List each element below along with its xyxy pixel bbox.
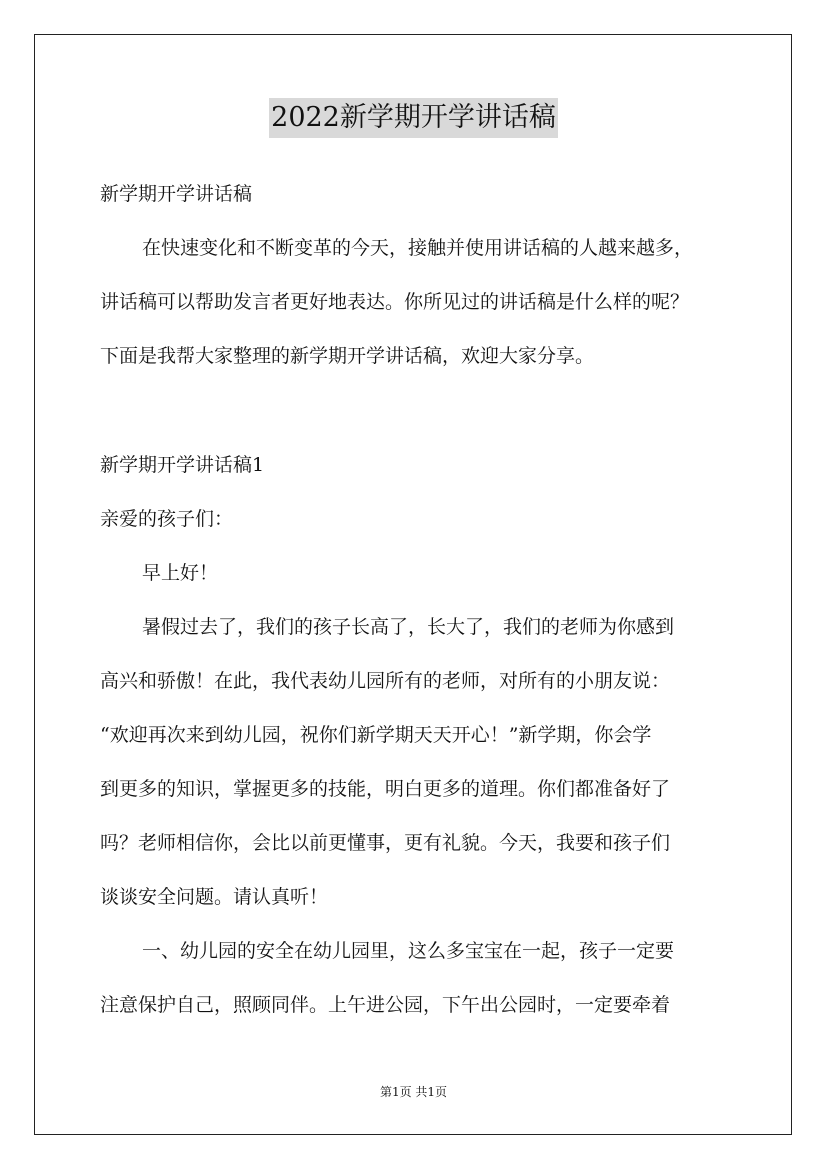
paragraph-line: 在快速变化和不断变革的今天，接触并使用讲话稿的人越来越多， xyxy=(142,237,694,259)
paragraph-line: 一、幼儿园的安全在幼儿园里，这么多宝宝在一起，孩子一定要 xyxy=(142,940,675,962)
intro-heading: 新学期开学讲话稿 xyxy=(100,183,253,205)
paragraph-line: 吗？老师相信你，会比以前更懂事，更有礼貌。今天，我要和孩子们 xyxy=(100,832,671,854)
paragraph-line: 讲话稿可以帮助发言者更好地表达。你所见过的讲话稿是什么样的呢？ xyxy=(100,291,690,313)
page-footer: 第1页 共1页 xyxy=(379,1085,448,1099)
paragraph-line: 谈谈安全问题。请认真听！ xyxy=(100,886,329,908)
paragraph-line: 暑假过去了，我们的孩子长高了，长大了，我们的老师为你感到 xyxy=(142,616,675,638)
greeting: 早上好！ xyxy=(142,562,219,584)
title-container xyxy=(0,98,827,138)
paragraph-line: 下面是我帮大家整理的新学期开学讲话稿，欢迎大家分享。 xyxy=(100,345,595,367)
paragraph-line: 高兴和骄傲！在此，我代表幼儿园所有的老师，对所有的小朋友说： xyxy=(100,670,671,692)
paragraph-line: “欢迎再次来到幼儿园，祝你们新学期天天开心！”新学期，你会学 xyxy=(100,724,652,746)
paragraph-line: 到更多的知识，掌握更多的技能，明白更多的道理。你们都准备好了 xyxy=(100,778,671,800)
section-heading: 新学期开学讲话稿1 xyxy=(100,454,265,476)
salutation: 亲爱的孩子们： xyxy=(100,508,234,530)
document-title: 2022新学期开学讲话稿 xyxy=(269,98,558,138)
paragraph-line: 注意保护自己，照顾同伴。上午进公园，下午出公园时，一定要牵着 xyxy=(100,994,671,1016)
